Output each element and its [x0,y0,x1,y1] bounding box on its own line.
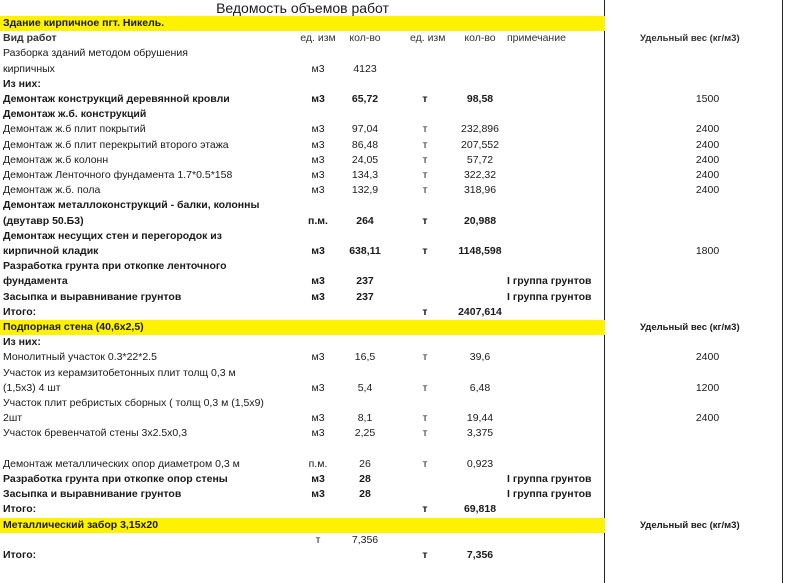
table-row [0,92,800,107]
weight-cell: 2400 [695,169,720,181]
quantity-cell: 0,923 [466,457,494,470]
quantity-cell: 7,356 [351,533,379,546]
table-row [0,107,800,122]
section-header-row [0,320,800,335]
table-row [0,77,800,92]
table-row [0,350,800,365]
table-row [0,153,800,168]
weight-cell: 2400 [695,153,720,166]
work-name: 2шт [3,412,23,425]
sheet-title: Ведомость объемов работ [216,0,389,16]
work-name: Участок из керамзитобетонных плит толщ 0,3 м [3,366,236,379]
work-name: Демонтаж Ленточного фундамента 1.7*0.5*158 [3,169,233,181]
quantity-cell: 2407,614 [458,305,502,318]
quantity-cell: 19,44 [466,412,494,425]
table-row [0,411,800,426]
table-row [0,274,800,289]
work-name: Участок плит ребристых сборных ( толщ 0,3 м (1,5х9) [3,397,264,409]
header-quantity: кол-во [464,32,496,45]
work-name: Разборка зданий методом обрушения [3,47,188,60]
table-row [0,259,800,274]
unit-cell: п.м. [308,214,328,227]
work-name: Итого: [3,549,37,561]
quantity-cell: 26 [359,457,371,470]
weight-cell: 2400 [695,123,720,136]
work-name: Засыпка и выравнивание грунтов [3,488,182,501]
table-row [0,244,800,259]
unit-cell: м3 [311,93,325,105]
quantity-cell: 65,72 [351,93,379,105]
quantity-cell: 8,1 [357,412,373,425]
work-name: Демонтаж ж.б плит покрытий [3,123,146,136]
quantity-cell: 3,375 [466,427,494,440]
unit-cell: м3 [311,381,325,394]
quantity-cell: 2,25 [354,427,376,440]
table-row [0,366,800,381]
work-name: Демонтаж ж.б. конструкций [3,108,147,121]
work-name: Демонтаж ж.б. пола [3,184,101,197]
table-row [0,62,800,77]
quantity-cell: 237 [356,275,374,288]
quantity-cell: 24,05 [351,153,379,166]
unit-cell: т [422,381,428,394]
unit-cell: м3 [311,275,325,288]
unit-cell: м3 [311,290,325,303]
unit-cell: м3 [311,169,325,181]
section-title: Подпорная стена (40,6х2,5) [3,321,144,333]
quantity-cell: 28 [359,473,371,485]
section-header-row [0,518,800,533]
unit-cell: т [422,427,428,440]
note-cell: I группа грунтов [507,290,592,303]
unit-cell: м3 [311,245,325,257]
work-name: Из них: [3,336,41,349]
table-row [0,472,800,487]
section-title: Металлический забор 3,15х20 [3,518,159,531]
header-note: примечание [507,32,566,45]
quantity-cell: 86,48 [351,138,379,151]
section-header-row [0,16,800,31]
unit-cell: т [422,93,428,105]
unit-cell: м3 [311,488,325,501]
note-cell: I группа грунтов [507,473,592,485]
header-name: Вид работ [3,32,57,45]
header-weight: Удельный вес (кг/м3) [640,33,740,45]
work-name: Демонтаж несущих стен и перегородок из [3,229,222,242]
table-row [0,457,800,472]
weight-header: Удельный вес (кг/м3) [640,322,740,333]
quantity-cell: 39,6 [469,351,491,364]
unit-cell: м3 [311,427,325,440]
work-name: Разработка грунта при откопке ленточного [3,260,227,273]
work-name: Монолитный участок 0.3*22*2.5 [3,351,157,364]
unit-cell: м3 [311,473,325,485]
weight-cell: 2400 [695,351,720,364]
work-name: (1,5х3) 4 шт [3,381,61,394]
unit-cell: т [422,214,428,227]
unit-cell: т [422,457,428,470]
unit-cell: т [315,533,321,546]
work-name: Демонтаж ж.б плит перекрытий второго этажа [3,138,229,151]
unit-cell: м3 [311,153,325,166]
quantity-cell: 98,58 [466,93,494,105]
unit-cell: т [422,169,428,181]
quantity-cell: 318,96 [463,184,497,197]
work-name: Демонтаж металлических опор диаметром 0,3 м [3,457,240,470]
unit-cell: м3 [311,138,325,151]
quantity-cell: 237 [356,290,374,303]
table-row [0,335,800,350]
work-name: (двутавр 50.Б3) [3,214,84,227]
table-row [0,168,800,183]
quantity-cell: 134,3 [351,169,379,181]
table-row [0,138,800,153]
quantity-cell: 57,72 [466,153,494,166]
header-unit: ед. изм [410,32,446,45]
unit-cell: т [422,351,428,364]
quantity-cell: 638,11 [349,245,381,257]
quantity-cell: 20,988 [463,214,497,227]
quantity-cell: 5,4 [357,381,373,394]
unit-cell: п.м. [308,457,328,470]
unit-cell: м3 [311,412,325,425]
note-cell: I группа грунтов [507,275,592,288]
unit-cell: т [422,153,428,166]
work-name: Демонтаж конструкций деревянной кровли [3,93,230,105]
table-row [0,214,800,229]
header-quantity: кол-во [349,32,381,45]
quantity-cell: 322,32 [463,169,497,181]
table-row [0,290,800,305]
work-name: Засыпка и выравнивание грунтов [3,290,182,303]
work-name: Демонтаж ж.б колонн [3,153,109,166]
unit-cell: м3 [311,62,325,75]
unit-cell: т [422,305,428,318]
weight-cell: 2400 [695,412,720,425]
table-row [0,548,800,563]
table-row [0,426,800,441]
unit-cell: м3 [311,184,325,197]
unit-cell: т [422,184,428,197]
note-cell: I группа грунтов [507,488,592,501]
unit-cell: т [422,245,428,257]
work-name: кирпичной кладик [3,245,99,257]
quantity-cell: 28 [359,488,371,501]
work-name: Участок бревенчатой стены 3х2.5х0,3 [3,427,188,440]
table-row [0,502,800,517]
table-row [0,396,800,411]
work-name: Разработка грунта при откопке опор стены [3,473,228,485]
column-header-row [0,31,800,46]
quantity-cell: 132,9 [351,184,379,197]
table-row [0,305,800,320]
quantity-cell: 232,896 [461,123,499,136]
unit-cell: м3 [311,123,325,136]
table-row [0,442,800,457]
unit-cell: т [422,138,428,151]
weight-cell: 1200 [695,381,720,394]
quantity-cell: 7,356 [466,549,494,561]
section-title: Здание кирпичное пгт. Никель. [3,17,165,29]
quantity-cell: 69,818 [463,503,497,516]
weight-cell: 1800 [695,245,720,257]
work-name: Итого: [3,305,37,318]
table-row [0,198,800,213]
quantity-cell: 97,04 [351,123,379,136]
quantity-cell: 207,552 [461,138,499,151]
table-row [0,381,800,396]
quantity-cell: 6,48 [469,381,491,394]
unit-cell: т [422,123,428,136]
table-row [0,229,800,244]
table-row [0,122,800,137]
quantity-cell: 264 [356,214,374,227]
table-row [0,183,800,198]
unit-cell: т [422,503,428,516]
unit-cell: т [422,412,428,425]
work-name: Демонтаж металлоконструкций - балки, колонны [3,199,260,212]
unit-cell: м3 [311,351,325,364]
work-name: фундамента [3,275,68,288]
work-name: кирпичных [3,62,55,75]
work-name: Итого: [3,503,37,516]
quantity-cell: 16,5 [354,351,376,364]
unit-cell: т [422,549,428,561]
weight-cell: 2400 [695,138,720,151]
header-unit: ед. изм [300,32,336,45]
table-row [0,487,800,502]
quantity-cell: 1148,598 [458,245,502,257]
weight-cell: 1500 [695,93,720,105]
table-row [0,533,800,548]
weight-header: Удельный вес (кг/м3) [640,519,740,531]
weight-cell: 2400 [695,184,720,197]
work-name: Из них: [3,77,41,90]
quantity-cell: 4123 [353,62,377,75]
table-row [0,46,800,61]
